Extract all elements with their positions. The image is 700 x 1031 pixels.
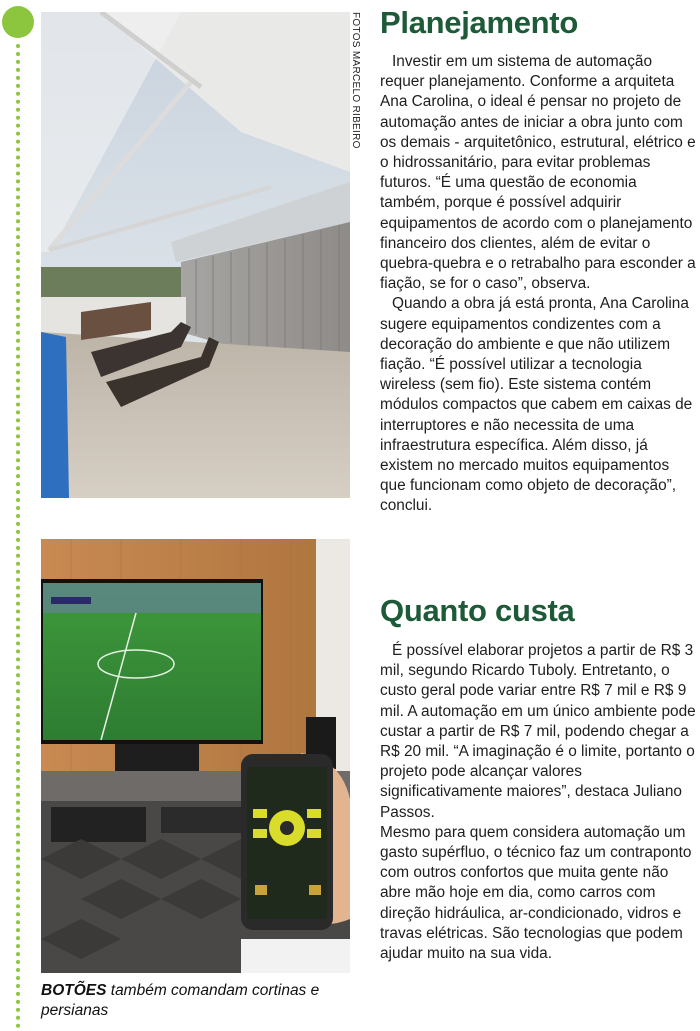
paragraph: É possível elaborar projetos a partir de R$ 3 mil, segundo Ricardo Tuboly. Entretanto, o custo geral pode variar entre R$ 7 mil e R$ 9 mil. A automação em um único ambiente pode custar a partir de R$ 7 mil, podendo chegar a R$ 20 mil. “A imaginação é o limite, portanto o projeto pode alcançar valores significativamente maiores”, destaca Juliano Passos. [380, 642, 696, 821]
photo-credit [343, 12, 361, 212]
photo-caption [41, 981, 341, 1021]
section-quanto-custa-title: Quanto custa [380, 593, 575, 628]
section-quanto-custa-body [380, 641, 698, 964]
green-dot-ornament [2, 6, 34, 38]
section-planejamento-body [380, 52, 698, 517]
terrace-photo-illustration [41, 12, 350, 498]
caption-rest: também comandam cortinas e persianas [41, 982, 320, 1019]
caption-bold: BOTÕES [41, 982, 107, 999]
living-room-photo [41, 539, 350, 973]
paragraph: Mesmo para quem considera automação um gasto supérfluo, o técnico faz um contraponto com outros confortos que muita gente não abre mão hoje em dia, como carros com direção hidráulica, ar-condicionado, vidros e travas elétricas. São tecnologias que podem ajudar muito na sua vida. [380, 823, 692, 963]
terrace-photo [41, 12, 350, 498]
photo-credit-text: FOTOS MARCELO RIBEIRO [350, 12, 361, 149]
dotted-vertical-rule [16, 44, 20, 1029]
section-planejamento-title: Planejamento [380, 5, 578, 40]
paragraph: Quando a obra já está pronta, Ana Carolina sugere equipamentos condizentes com a decoração do ambiente e que não utilizem fiação. “É possível utilizar a tecnologia wireless (sem fio). Este sistema contém módulos compactos que cabem em caixas de interruptores e não necessita de uma infraestrutura específica. Além disso, já existem no mercado muitos equipamentos que funcionam como objeto de decoração”, conclui. [380, 295, 693, 515]
paragraph: Investir em um sistema de automação requer planejamento. Conforme a arquiteta Ana Carolina, o ideal é pensar no projeto de automação antes de iniciar a obra junto com os demais - arquitetônico, estrutural, elétrico e o hidrossanitário, para evitar problemas futuros. “É uma questão de economia também, porque é possível adquirir equipamentos de acordo com o planejamento financeiro dos clientes, além de evitar o quebra-quebra e o retrabalho para esconder a fiação, se for o caso”, observa. [380, 53, 696, 293]
living-room-photo-illustration [41, 539, 350, 973]
